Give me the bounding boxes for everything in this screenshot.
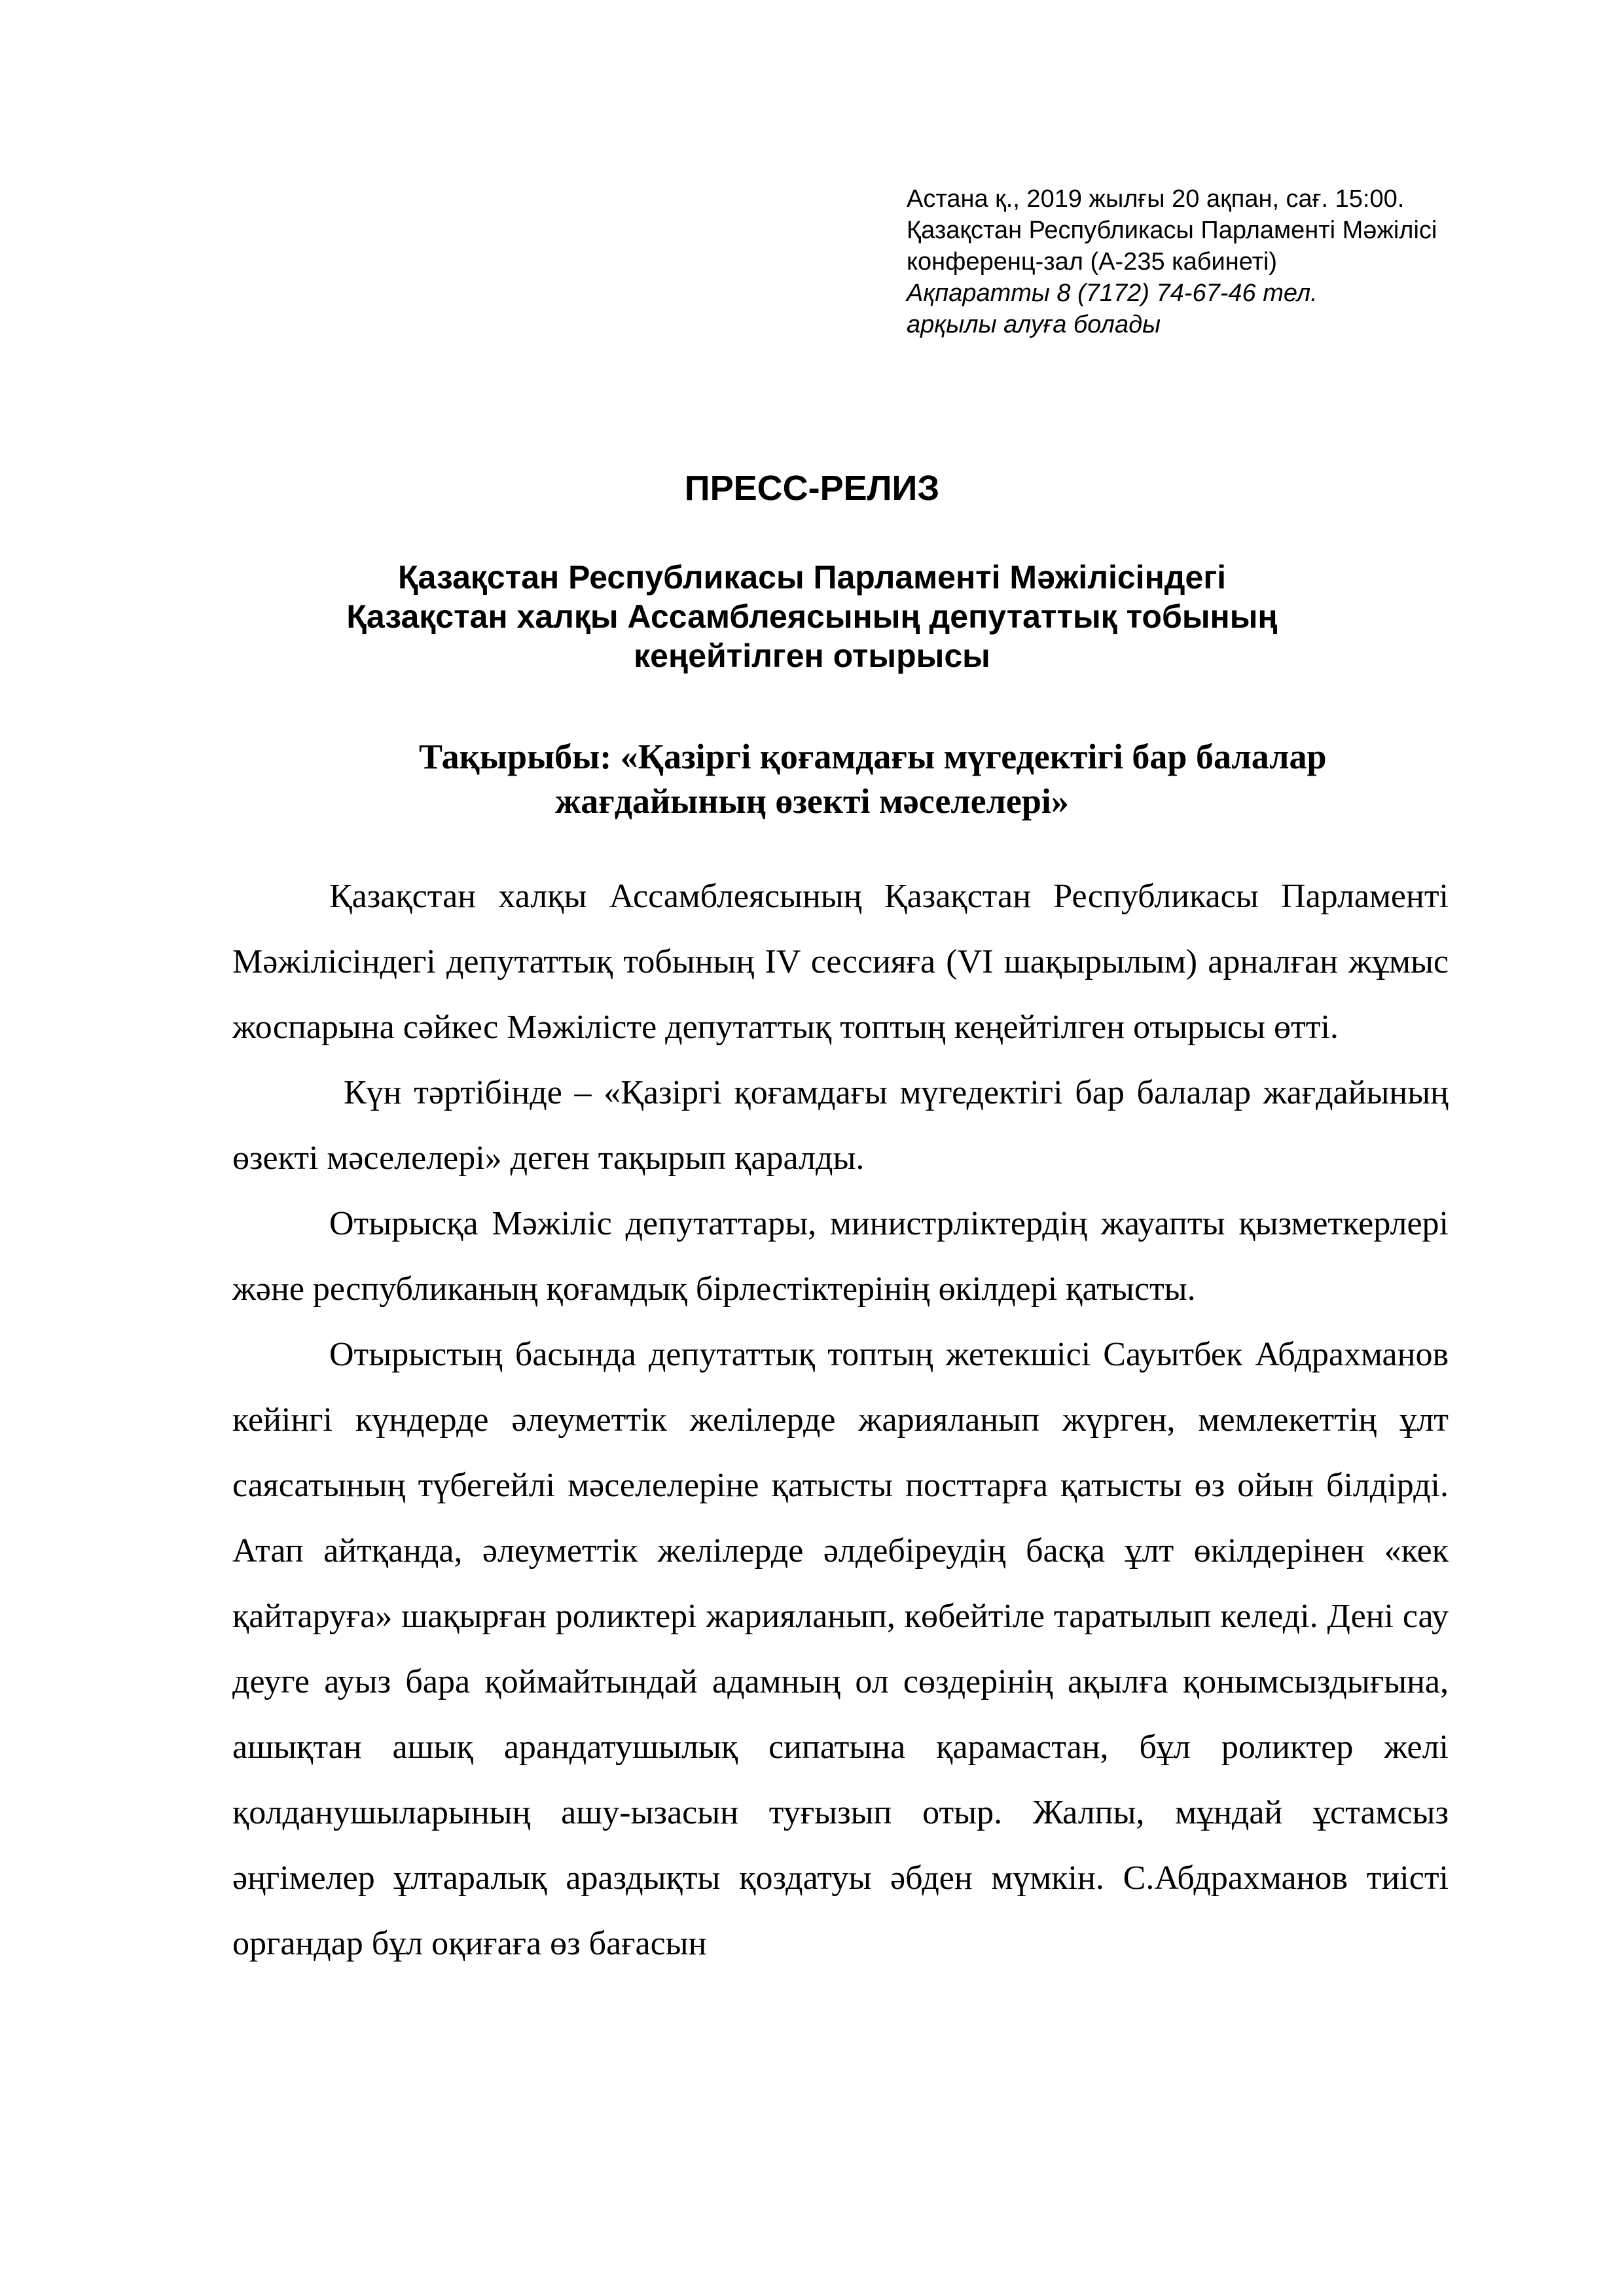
body-text [232, 864, 1449, 1977]
topic-line: жағдайының өзекті мәселелері» [555, 781, 1069, 821]
event-title-line: кеңейтілген отырысы [634, 637, 990, 674]
event-title-line: Қазақстан халқы Ассамблеясының депутаттық тобының [346, 598, 1278, 635]
header-info-block [907, 183, 1528, 340]
info-room: конференц-зал (А-235 кабинеті) [907, 248, 1278, 276]
event-title-line: Қазақстан Республикасы Парламенті Мәжілісіндегі [397, 559, 1227, 596]
info-phone: Ақпаратты 8 (7172) 74-67-46 тел. [907, 279, 1318, 307]
press-release-title: ПРЕСС-РЕЛИЗ [684, 469, 940, 508]
body-paragraph: Қазақстан халқы Ассамблеясының Қазақстан Республикасы Парламенті Мәжілісіндегі депутаттық тобының IV сессияға (VI шақырылым) арналған жұмыс жоспарына сәйкес Мәжілісте депутаттық топтың кеңейтілген отырысы өтті. [232, 878, 1449, 1046]
event-title [0, 558, 1624, 675]
info-date-time: Астана қ., 2019 жылғы 20 ақпан, сағ. 15:00. [907, 185, 1405, 213]
body-paragraph: Күн тәртібінде – «Қазіргі қоғамдағы мүгедектігі бар балалар жағдайының өзекті мәселелері» деген тақырып қаралды. [232, 1074, 1449, 1177]
info-venue: Қазақстан Республикасы Парламенті Мәжілісі [907, 217, 1437, 244]
body-paragraph: Отырысқа Мәжіліс депутаттары, министрліктердің жауапты қызметкерлері және республиканың қоғамдық бірлестіктерінің өкілдері қатысты. [232, 1205, 1449, 1308]
topic-line: Тақырыбы: «Қазіргі қоғамдағы мүгедектігі бар балалар [419, 737, 1327, 776]
body-paragraph: Отырыстың басында депутаттық топтың жетекшісі Сауытбек Абдрахманов кейінгі күндерде әлеуметтік желілерде жарияланып жүрген, мемлекеттің ұлт саясатының түбегейлі мәселелеріне қатысты посттарға қатысты өз ойын білдірді. Атап айтқанда, әлеуметтік желілерде әлдебіреудің басқа ұлт өкілдерінен «кек қайтаруға» шақырған роликтері жарияланып, көбейтіле таратылып келеді. Дені сау деуге ауыз бара қоймайтындай адамның ол сөздерінің ақылға қонымсыздығына, ашықтан ашық арандатушылық сипатына қарамастан, бұл роликтер желі қолданушыларының ашу-ызасын туғызып отыр. Жалпы, мұндай ұстамсыз әңгімелер ұлтаралық араздықты қоздатуы әбден мүмкін. С.Абдрахманов тиісті органдар бұл оқиғаға өз бағасын [232, 1336, 1449, 1962]
info-phone-note: арқылы алуға болады [907, 311, 1161, 338]
